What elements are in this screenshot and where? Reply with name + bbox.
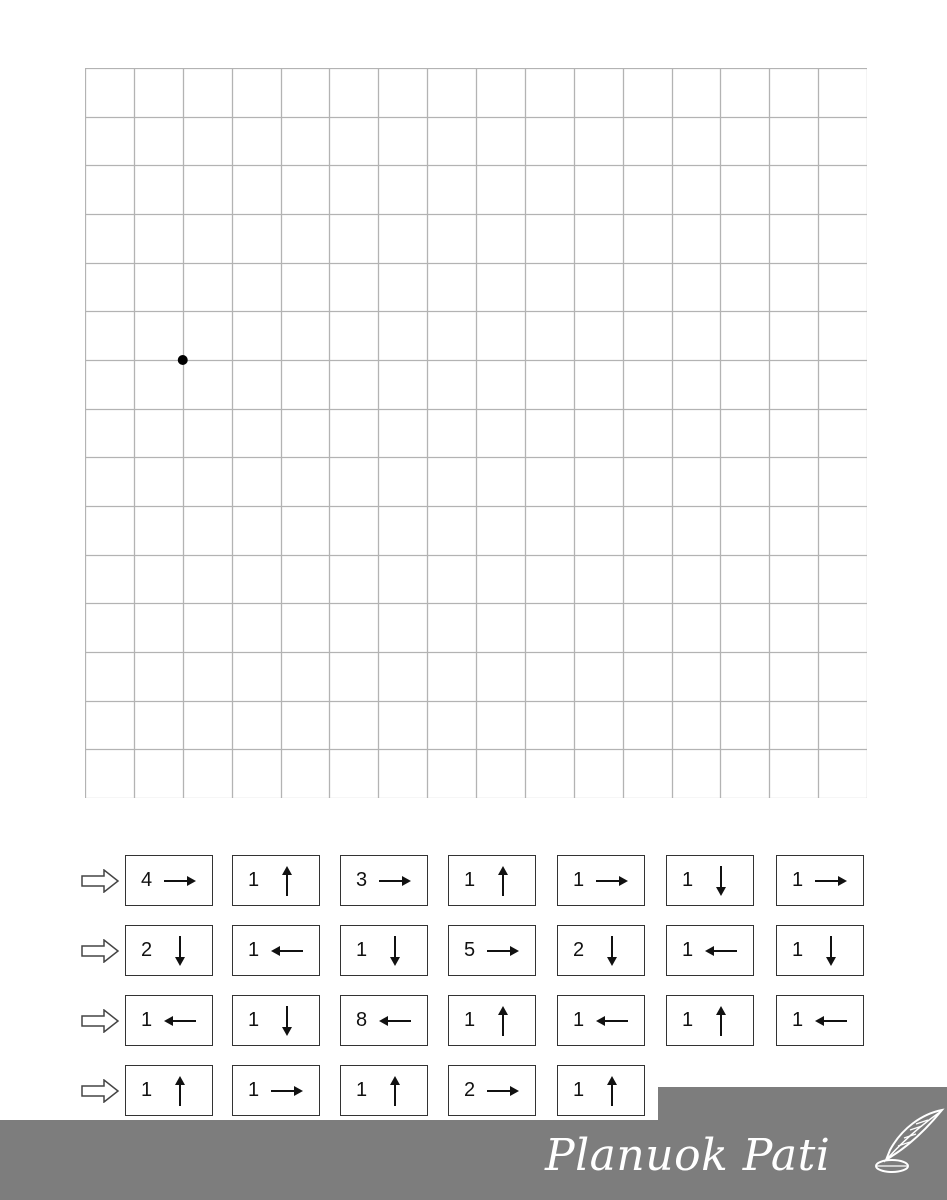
arrow-up-icon [377, 1074, 413, 1108]
arrow-left-icon [162, 1004, 198, 1038]
step-count: 4 [141, 869, 153, 891]
step-count: 1 [573, 1079, 585, 1101]
step-count: 1 [356, 1079, 368, 1101]
arrow-down-icon [377, 934, 413, 968]
move-command [557, 855, 645, 906]
arrow-right-icon [594, 864, 630, 898]
arrow-up-icon [269, 864, 305, 898]
move-command [125, 995, 213, 1046]
move-command [340, 995, 428, 1046]
arrow-up-icon [162, 1074, 198, 1108]
start-point-dot [178, 355, 188, 365]
instruction-row [80, 925, 880, 978]
step-count: 1 [248, 939, 260, 961]
step-count: 1 [682, 939, 694, 961]
move-command [776, 925, 864, 976]
step-count: 1 [792, 939, 804, 961]
arrow-up-icon [485, 1004, 521, 1038]
move-command [776, 855, 864, 906]
arrow-right-icon [813, 864, 849, 898]
row-start-arrow-icon [80, 1009, 120, 1033]
arrow-down-icon [703, 864, 739, 898]
move-command [776, 995, 864, 1046]
move-command [340, 925, 428, 976]
step-count: 1 [792, 1009, 804, 1031]
step-count: 1 [464, 1009, 476, 1031]
arrow-right-icon [377, 864, 413, 898]
move-command [232, 995, 320, 1046]
arrow-down-icon [594, 934, 630, 968]
step-count: 2 [573, 939, 585, 961]
arrow-up-icon [703, 1004, 739, 1038]
instruction-row [80, 855, 880, 908]
step-count: 1 [141, 1009, 153, 1031]
arrow-right-icon [485, 934, 521, 968]
move-command [340, 1065, 428, 1116]
arrow-left-icon [813, 1004, 849, 1038]
arrow-down-icon [813, 934, 849, 968]
step-count: 1 [248, 1079, 260, 1101]
arrow-left-icon [377, 1004, 413, 1038]
arrow-up-icon [485, 864, 521, 898]
step-count: 1 [792, 869, 804, 891]
move-command [232, 925, 320, 976]
move-command [557, 1065, 645, 1116]
step-count: 1 [682, 869, 694, 891]
move-command [666, 995, 754, 1046]
move-command [666, 855, 754, 906]
step-count: 2 [464, 1079, 476, 1101]
arrow-down-icon [162, 934, 198, 968]
arrow-right-icon [269, 1074, 305, 1108]
move-command [232, 1065, 320, 1116]
row-start-arrow-icon [80, 869, 120, 893]
move-command [232, 855, 320, 906]
move-command [448, 855, 536, 906]
move-command [557, 925, 645, 976]
feather-quill-icon [862, 1106, 947, 1176]
move-command [125, 855, 213, 906]
drawing-grid [85, 68, 867, 798]
step-count: 1 [356, 939, 368, 961]
instruction-row [80, 995, 880, 1048]
move-command [125, 1065, 213, 1116]
move-command [125, 925, 213, 976]
move-command [557, 995, 645, 1046]
move-command [666, 925, 754, 976]
row-start-arrow-icon [80, 1079, 120, 1103]
move-command [340, 855, 428, 906]
arrow-down-icon [269, 1004, 305, 1038]
step-count: 1 [141, 1079, 153, 1101]
step-count: 8 [356, 1009, 368, 1031]
arrow-left-icon [703, 934, 739, 968]
step-count: 1 [248, 1009, 260, 1031]
row-start-arrow-icon [80, 939, 120, 963]
step-count: 2 [141, 939, 153, 961]
watermark-logo-text: Planuok Pati [545, 1130, 831, 1181]
arrow-right-icon [162, 864, 198, 898]
move-command [448, 1065, 536, 1116]
arrow-right-icon [485, 1074, 521, 1108]
step-count: 3 [356, 869, 368, 891]
step-count: 1 [248, 869, 260, 891]
move-command [448, 925, 536, 976]
step-count: 1 [573, 1009, 585, 1031]
arrow-left-icon [594, 1004, 630, 1038]
move-command [448, 995, 536, 1046]
step-count: 1 [573, 869, 585, 891]
arrow-left-icon [269, 934, 305, 968]
arrow-up-icon [594, 1074, 630, 1108]
step-count: 1 [464, 869, 476, 891]
step-count: 5 [464, 939, 476, 961]
step-count: 1 [682, 1009, 694, 1031]
